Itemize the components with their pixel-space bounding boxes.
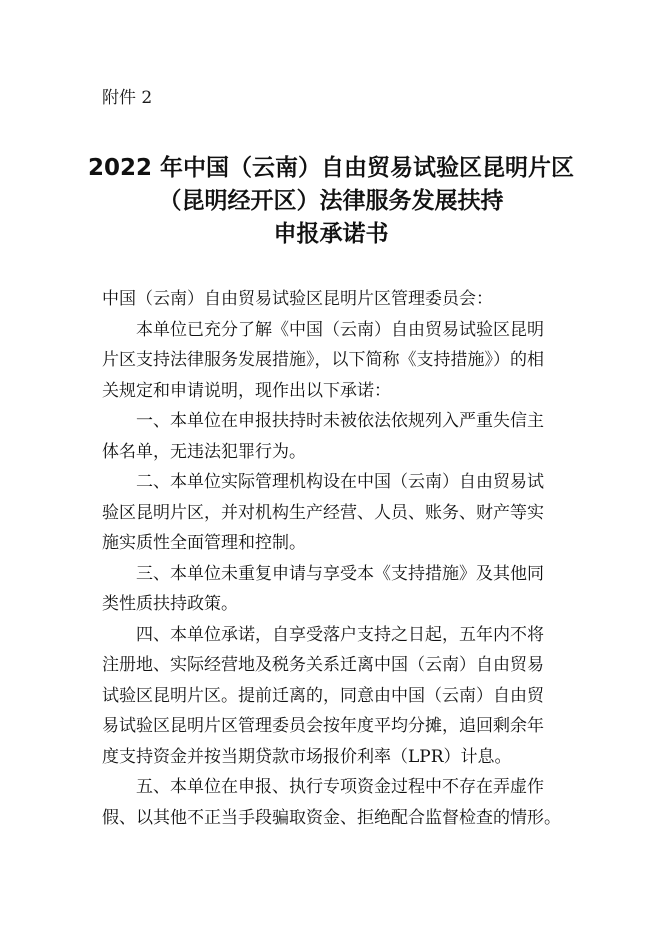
commitment-line: 体名单，无违法犯罪行为。	[102, 441, 306, 462]
commitment-5	[102, 772, 564, 833]
commitment-line: 度支持资金并按当期贷款市场报价利率（LPR）计息。	[102, 746, 512, 767]
commitment-4	[102, 620, 564, 773]
commitment-line: 假、以其他不正当手段骗取资金、拒绝配合监督检查的情形。	[102, 807, 561, 828]
attachment-label: 附件 2	[102, 88, 153, 108]
title-line-3: 申报承诺书	[273, 221, 389, 247]
commitment-line: 三、本单位未重复申请与享受本《支持措施》及其他同	[136, 563, 544, 584]
intro-paragraph	[102, 315, 564, 407]
intro-line: 本单位已充分了解《中国（云南）自由贸易试验区昆明	[136, 319, 544, 340]
document-title	[60, 152, 602, 251]
commitment-line: 注册地、实际经营地及税务关系迁离中国（云南）自由贸易	[102, 655, 544, 675]
commitment-1	[102, 406, 564, 467]
commitment-line: 四、本单位承诺，自享受落户支持之日起，五年内不将	[136, 624, 544, 645]
commitment-line: 类性质扶持政策。	[102, 594, 238, 614]
commitment-line: 二、本单位实际管理机构设在中国（云南）自由贸易试	[136, 472, 544, 492]
title-line-1: 2022 年中国（云南）自由贸易试验区昆明片区	[87, 155, 575, 181]
commitment-line: 施实质性全面管理和控制。	[102, 533, 306, 553]
commitment-line: 试验区昆明片区。提前迁离的，同意由中国（云南）自由贸	[102, 685, 544, 706]
intro-line: 关规定和申请说明，现作出以下承诺：	[102, 380, 391, 401]
commitment-2	[102, 467, 564, 559]
commitment-line: 五、本单位在申报、执行专项资金过程中不存在弄虚作	[136, 777, 544, 797]
commitment-line: 易试验区昆明片区管理委员会按年度平均分摊，追回剩余年	[102, 716, 544, 736]
intro-line: 片区支持法律服务发展措施》，以下简称《支持措施》）的相	[102, 350, 544, 370]
document-body	[102, 284, 564, 833]
title-line-2: （昆明经开区）法律服务发展扶持	[158, 188, 504, 214]
commitment-line: 一、本单位在申报扶持时未被依法依规列入严重失信主	[136, 411, 544, 431]
addressee: 中国（云南）自由贸易试验区昆明片区管理委员会：	[102, 289, 493, 309]
commitment-line: 验区昆明片区，并对机构生产经营、人员、账务、财产等实	[102, 502, 544, 523]
commitment-3	[102, 559, 564, 620]
